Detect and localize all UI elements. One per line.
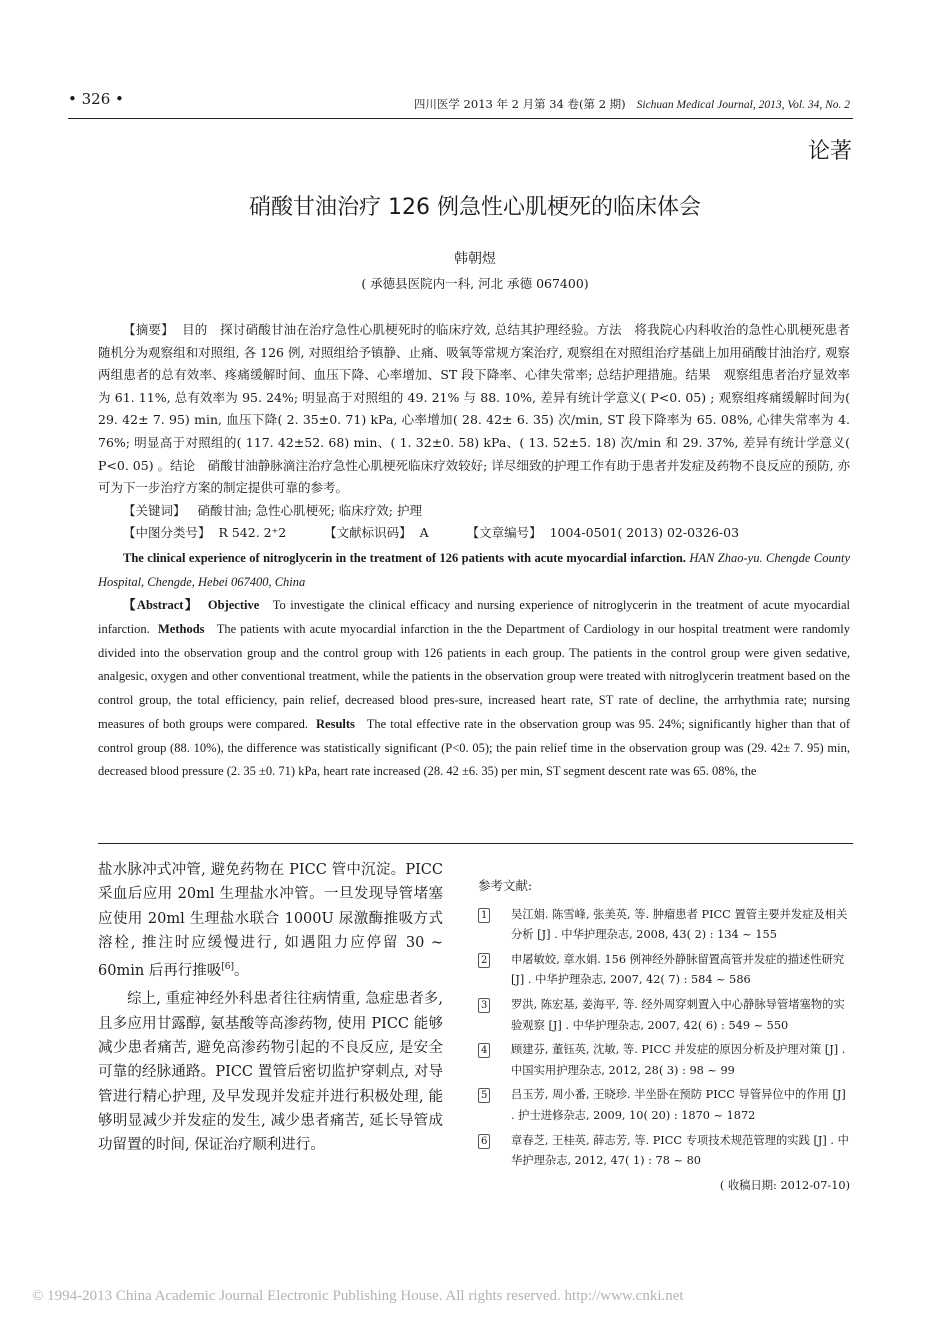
reference-text: 申屠敏姣, 章水娟. 156 例神经外静脉留置高管并发症的描述性研究 [J] . 中华护理杂志, 2007, 42( 7) : 584 ~ 586 — [511, 952, 845, 987]
article-no-value: 1004-0501( 2013) 02-0326-03 — [549, 525, 740, 541]
journal-en: Sichuan Medical Journal, 2013, Vol. 34, No. 2 — [636, 99, 850, 111]
reference-text: 顾建芬, 董钰英, 沈敏, 等. PICC 并发症的原因分析及护理对策 [J] . 中国实用护理杂志, 2012, 28( 3) : 98 ~ 99 — [511, 1043, 846, 1077]
english-abstract — [98, 547, 850, 784]
doc-code-value: A — [419, 525, 429, 541]
keywords-label: 【关键词】 — [123, 502, 186, 518]
english-title-line — [98, 547, 850, 594]
reference-text: 罗洪, 陈宏基, 姜海平, 等. 经外周穿刺置入中心静脉导管堵塞物的实验观察 [J] . 中华护理杂志, 2007, 42( 6) : 549 ~ 550 — [511, 997, 845, 1032]
reference-number: 4 — [478, 1043, 490, 1058]
reference-item — [478, 1085, 850, 1126]
english-abstract-text — [98, 594, 850, 784]
keywords — [98, 500, 850, 523]
references-title: 参考文献: — [478, 878, 533, 893]
body-left-column — [98, 858, 443, 1157]
abstract-label: 【摘要】 — [123, 322, 174, 337]
clc-value: R 542. 2⁺2 — [218, 525, 287, 541]
objective-label: Objective — [207, 598, 260, 613]
english-author: HAN Zhao-yu. — [689, 550, 763, 565]
citation-mark: [6] — [221, 962, 235, 973]
article-no-label: 【文章编号】 — [466, 525, 542, 541]
article-affiliation: ( 承德县医院内一科, 河北 承德 067400) — [361, 276, 589, 291]
reference-text: 吕玉芳, 周小番, 王晓珍. 半坐卧在预防 PICC 导管异位中的作用 [J] . 护士进修杂志, 2009, 10( 20) : 1870 ~ 1872 — [511, 1088, 846, 1122]
abstract-text: 目的 探讨硝酸甘油在治疗急性心肌梗死时的临床疗效, 总结其护理经验。方法 将我院心内科收治的急性心肌梗死患者随机分为观察组和对照组, 各 126 例, 对照组给予镇静、止痛、吸氧等常规方案治疗, 观察组在对照组治疗基础上加用硝酸甘油治疗, 观察两组患者的总有效率、疼痛缓解时间、血压下降、心率增加、ST 段下降率、心律失常率; 总结护理措施。结果 观察组患者治疗显效率为 61. 11%, 总有效率为 95. 24%; 明显高于对照组的 49. 21% 与 88. 10%, 差异有统计学意义( P<0. 05) ; 观察组疼痛缓解时间为( 29. 42± 7. 95) min, 血压下降( 2. 35±0. 71) kPa, 心率增加( 28. 42± 6. 35) 次/min, ST 段下降率为 65. 08%, 心律失常率为 4. 76%; 明显高于对照组的( 117. 42±52. 68) min、( 1. 32±0. 58) kPa、( 13. 52±5. 18) 次/min 和 29. 37%, 差异有统计学意义( P<0. 05) 。结论 硝酸甘油静脉滴注治疗急性心肌梗死临床疗效较好; 详尽细致的护理工作有助于患者并发症及药物不良反应的预防, 亦可为下一步治疗方案的制定提供可靠的参考。 — [98, 322, 850, 496]
body-paragraph: 综上, 重症神经外科患者往往病情重, 急症患者多, 且多应用甘露醇, 氨基酸等高渗药物, 使用 PICC 能够减少患者痛苦, 避免高渗药物引起的不良反应, 是安全可靠的经脉通路。PICC 置管后密切监护穿刺点, 对导管进行精心护理, 及早发现并发症并进行积极处理, 能够明显减少并发症的发生, 减少患者痛苦, 延长导管成功留置的时间, 保证治疗顺利进行。 — [98, 991, 443, 1154]
received-date: ( 收稿日期: 2012-07-10) — [719, 1178, 850, 1192]
abstract-cn — [98, 319, 850, 500]
reference-item — [478, 1040, 850, 1081]
copyright-footer: © 1994-2013 China Academic Journal Electronic Publishing House. All rights reserved. http://www.cnki.net — [32, 1288, 684, 1304]
reference-item — [478, 995, 850, 1036]
methods-label: Methods — [158, 622, 205, 637]
classification-line — [98, 522, 850, 545]
methods-text: The patients with acute myocardial infarction in the the Department of Cardiology in our hospital treatment were randomly divided into the observation group and the control group with 126 patients in each group. The patients in the control group were given sedative, analgesic, oxygen and other conventional treatment, while the patients in the observation group were treated with nitroglycerin treatment based on the control group, the total efficiency, pain relief, decreased blood pres-sure, increased heart rate, ST rate of decline, the arrhythmia rate; nursing measures of both groups were compared. — [98, 622, 851, 731]
doc-code-label: 【文献标识码】 — [324, 525, 412, 541]
results-text: The total effective rate in the observation group was 95. 24%; significantly higher than that of control group (88. 10%), the difference was statistically significant (P<0. 05); the pain relief time in the observation group was (29. 42± 7. 95) min, decreased blood pressure (2. 35 ±0. 71) kPa, heart rate increased (28. 42 ±6. 35) per min, ST segment descent rate was 65. 08%, the — [98, 716, 850, 779]
reference-number: 6 — [478, 1134, 490, 1149]
reference-item — [478, 905, 850, 946]
running-head — [414, 96, 850, 112]
header-divider — [68, 118, 853, 119]
body-text-end: 。 — [234, 963, 249, 980]
keywords-text: 硝酸甘油; 急性心肌梗死; 临床疗效; 护理 — [197, 502, 422, 518]
english-affiliation: Chengde County Hospital, Chengde, Hebei 067400, China — [98, 550, 851, 589]
journal-cn: 四川医学 2013 年 2 月第 34 卷(第 2 期) — [413, 97, 626, 111]
article-author: 韩朝煜 — [454, 251, 496, 267]
section-label: 论著 — [807, 139, 852, 164]
reference-text: 吴江娟. 陈雪峰, 张美英, 等. 肿瘤患者 PICC 置管主要并发症及相关分析 [J] . 中华护理杂志, 2008, 43( 2) : 134 ~ 155 — [511, 907, 848, 942]
reference-number: 1 — [478, 908, 490, 923]
results-label: Results — [316, 716, 355, 731]
page-number: • 326 • — [68, 90, 124, 108]
reference-number: 5 — [478, 1088, 490, 1103]
reference-list — [478, 905, 850, 1172]
clc-label: 【中图分类号】 — [123, 525, 211, 541]
english-abstract-label: 【Abstract】 — [123, 598, 199, 613]
reference-number: 3 — [478, 998, 490, 1013]
abstract-block — [98, 319, 850, 784]
body-divider — [98, 843, 853, 844]
body-text: 盐水脉冲式冲管, 避免药物在 PICC 管中沉淀。PICC 采血后应用 20ml 生理盐水冲管。一旦发现导管堵塞应使用 20ml 生理盐水联合 1000U 尿激酶推吸方式溶栓, 推注时应缓慢进行, 如遇阻力应停留 30 ~ 60min 后再行推吸 — [98, 862, 443, 980]
objective-text: To investigate the clinical efficacy and nursing experience of nitroglycerin in the treatment of acute myocardial infarction. — [98, 598, 851, 637]
reference-text: 章春芝, 王桂英, 薛志芳, 等. PICC 专项技术规范管理的实践 [J] . 中华护理杂志, 2012, 47( 1) : 78 ~ 80 — [511, 1133, 849, 1168]
reference-number: 2 — [478, 953, 490, 968]
english-title: The clinical experience of nitroglycerin in the treatment of 126 patients with acute myocardial infarction. — [123, 550, 686, 565]
reference-item — [478, 950, 850, 991]
reference-item — [478, 1131, 850, 1172]
body-paragraph — [98, 858, 443, 983]
article-title: 硝酸甘油治疗 126 例急性心肌梗死的临床体会 — [249, 195, 701, 220]
references-column — [478, 876, 850, 1196]
